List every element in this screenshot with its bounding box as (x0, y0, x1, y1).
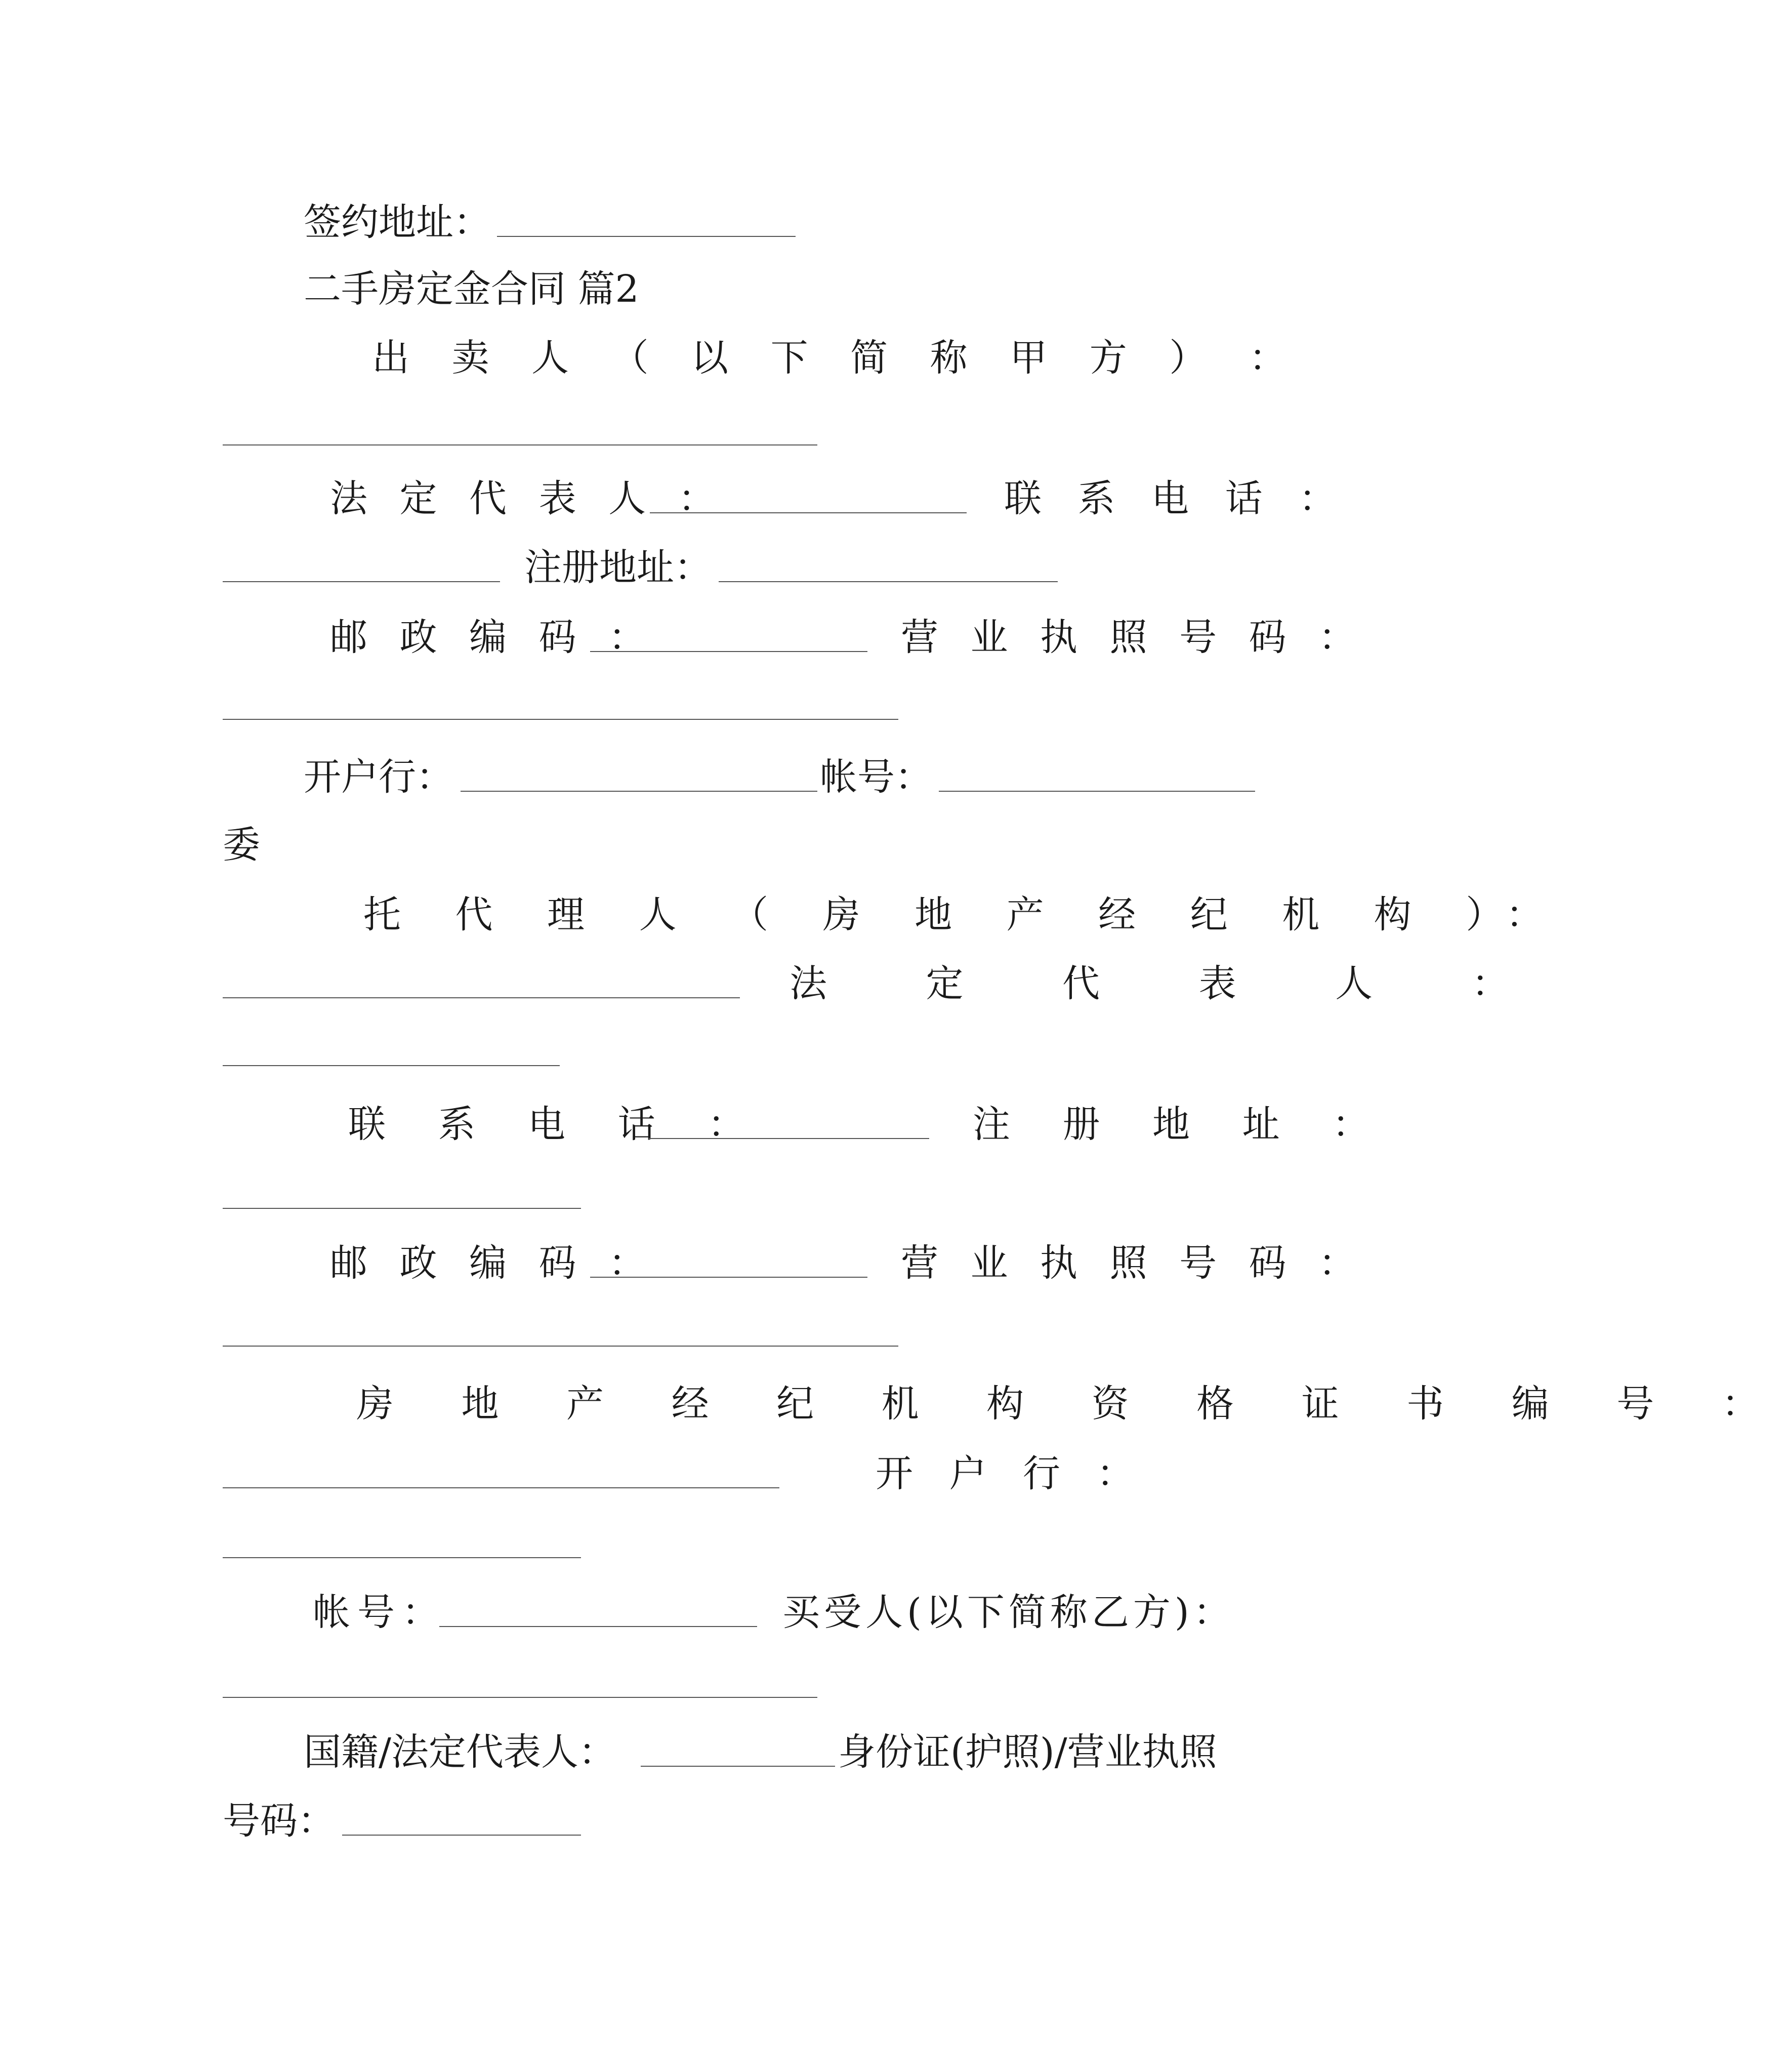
wrapped-char: 委 (223, 823, 260, 867)
bank-blank (461, 791, 817, 792)
signing-address-blank (497, 236, 796, 237)
contact-phone-blank (223, 581, 500, 582)
account-blank (939, 791, 1255, 792)
agent-postal-code-label: 邮 政 编 码 ： (330, 1241, 656, 1285)
legal-rep-blank (650, 512, 967, 513)
business-license-label: 营 业 执 照 号 码 ： (901, 616, 1366, 659)
agent-business-license-label: 营 业 执 照 号 码 ： (901, 1241, 1366, 1285)
registered-address-label: 注册地址： (524, 546, 712, 589)
agent-legal-rep-blank (223, 1065, 560, 1066)
agent-postal-code-blank (590, 1277, 867, 1278)
business-license-blank (223, 719, 898, 720)
agent-business-license-blank (223, 1346, 898, 1347)
agent-bank-label: 开 户 行 ： (876, 1452, 1146, 1495)
qualification-cert-blank (223, 1487, 779, 1488)
bank-label: 开户行： (304, 755, 453, 799)
agent-label: 托 代 理 人 （ 房 地 产 经 纪 机 构 ）： (363, 893, 1565, 937)
nationality-legal-rep-blank (641, 1766, 835, 1767)
agent-blank (223, 997, 740, 998)
buyer-blank (223, 1697, 817, 1698)
agent-legal-rep-label: 法 定 代 表 人 ： (789, 962, 1553, 1005)
seller-blank (223, 444, 817, 445)
signing-address-label: 签约地址： (304, 200, 491, 244)
seller-label: 出 卖 人 （ 以 下 简 称 甲 方 ） ： (372, 336, 1302, 380)
agent-address-label: 注 册 地 址 ： (973, 1103, 1390, 1146)
postal-code-label: 邮 政 编 码 ： (330, 616, 656, 659)
id-license-label: 身份证(护照)/营业执照 (838, 1730, 1217, 1774)
agent-phone-label: 联 系 电 话 ： (348, 1103, 766, 1146)
registered-address-blank (719, 581, 1058, 582)
postal-code-blank (590, 651, 867, 652)
number-label: 号码： (223, 1799, 335, 1843)
buyer-label: 买受人(以下简称乙方)： (782, 1591, 1235, 1634)
section-heading: 二手房定金合同 篇2 (304, 267, 639, 311)
legal-rep-label: 法 定 代 表 人 ： (330, 477, 726, 520)
number-blank (342, 1835, 581, 1836)
agent-address-blank (223, 1208, 581, 1209)
agent-phone-blank (649, 1138, 929, 1139)
contact-phone-label: 联 系 电 话 ： (1004, 477, 1349, 520)
nationality-legal-rep-label: 国籍/法定代表人： (304, 1730, 616, 1774)
agent-account-blank (439, 1626, 757, 1627)
agent-account-label: 帐号： (313, 1591, 446, 1634)
account-label: 帐号： (820, 755, 932, 799)
agent-bank-blank (223, 1557, 581, 1558)
qualification-cert-label: 房 地 产 经 纪 机 构 资 格 证 书 编 号 ： (356, 1382, 1787, 1426)
